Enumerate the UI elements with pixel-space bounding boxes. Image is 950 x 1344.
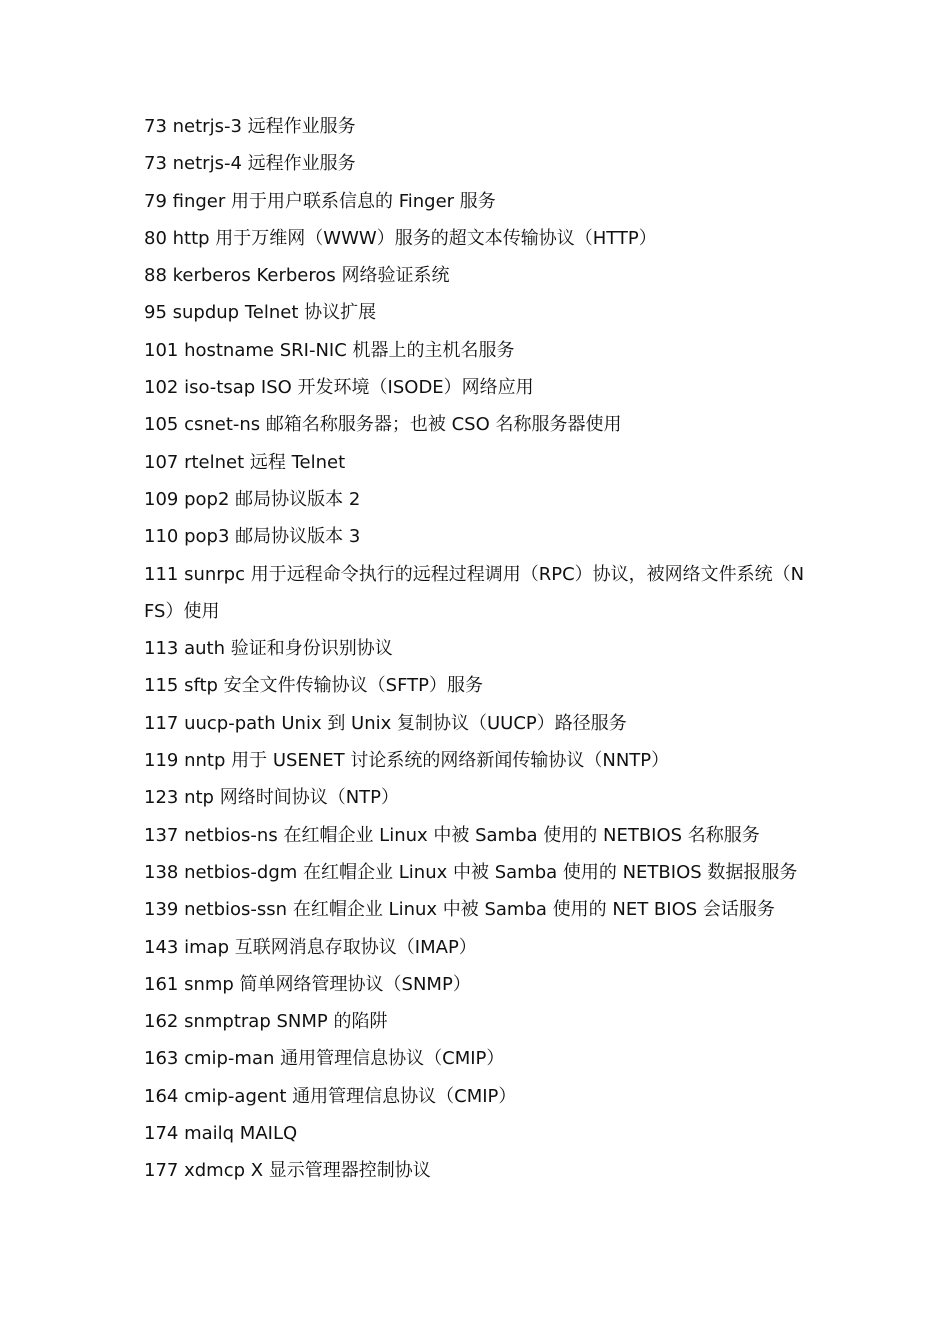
list-item: 164 cmip-agent 通用管理信息协议（CMIP） [144,1085,517,1107]
list-item: 174 mailq MAILQ [144,1123,298,1145]
list-item: 137 netbios-ns 在红帽企业 Linux 中被 Samba 使用的 NETBIOS 名称服务 [144,824,760,846]
list-item: 73 netrjs-4 远程作业服务 [144,153,356,175]
list-item: 110 pop3 邮局协议版本 3 [144,526,361,548]
list-item: 119 nntp 用于 USENET 讨论系统的网络新闻传输协议（NNTP） [144,750,670,772]
list-item: 117 uucp-path Unix 到 Unix 复制协议（UUCP）路径服务 [144,712,627,734]
list-item: 73 netrjs-3 远程作业服务 [144,116,356,137]
list-item: 163 cmip-man 通用管理信息协议（CMIP） [144,1048,505,1070]
list-item: 161 snmp 简单网络管理协议（SNMP） [144,973,471,995]
list-item: 95 supdup Telnet 协议扩展 [144,302,377,324]
list-item: 111 sunrpc 用于远程命令执行的远程过程调用（RPC）协议，被网络文件系统（NFS）使用 [144,563,805,622]
list-item: 80 http 用于万维网（WWW）服务的超文本传输协议（HTTP） [144,227,657,249]
list-item: 113 auth 验证和身份识别协议 [144,638,393,660]
list-item: 143 imap 互联网消息存取协议（IMAP） [144,936,477,958]
list-item: 88 kerberos Kerberos 网络验证系统 [144,265,450,287]
list-item: 79 finger 用于用户联系信息的 Finger 服务 [144,190,496,212]
list-item: 123 ntp 网络时间协议（NTP） [144,787,400,809]
list-item: 177 xdmcp X 显示管理器控制协议 [144,1160,431,1182]
list-item: 138 netbios-dgm 在红帽企业 Linux 中被 Samba 使用的 NETBIOS 数据报服务 [144,861,798,883]
list-item: 102 iso-tsap ISO 开发环境（ISODE）网络应用 [144,377,534,399]
list-item: 107 rtelnet 远程 Telnet [144,451,346,473]
list-item: 139 netbios-ssn 在红帽企业 Linux 中被 Samba 使用的 NET BIOS 会话服务 [144,899,775,921]
list-item: 162 snmptrap SNMP 的陷阱 [144,1011,388,1033]
list-item: 109 pop2 邮局协议版本 2 [144,488,361,510]
list-item: 105 csnet-ns 邮箱名称服务器；也被 CSO 名称服务器使用 [144,414,622,436]
port-service-list [144,108,812,1190]
list-item: 101 hostname SRI-NIC 机器上的主机名服务 [144,339,515,361]
list-item: 115 sftp 安全文件传输协议（SFTP）服务 [144,675,483,697]
